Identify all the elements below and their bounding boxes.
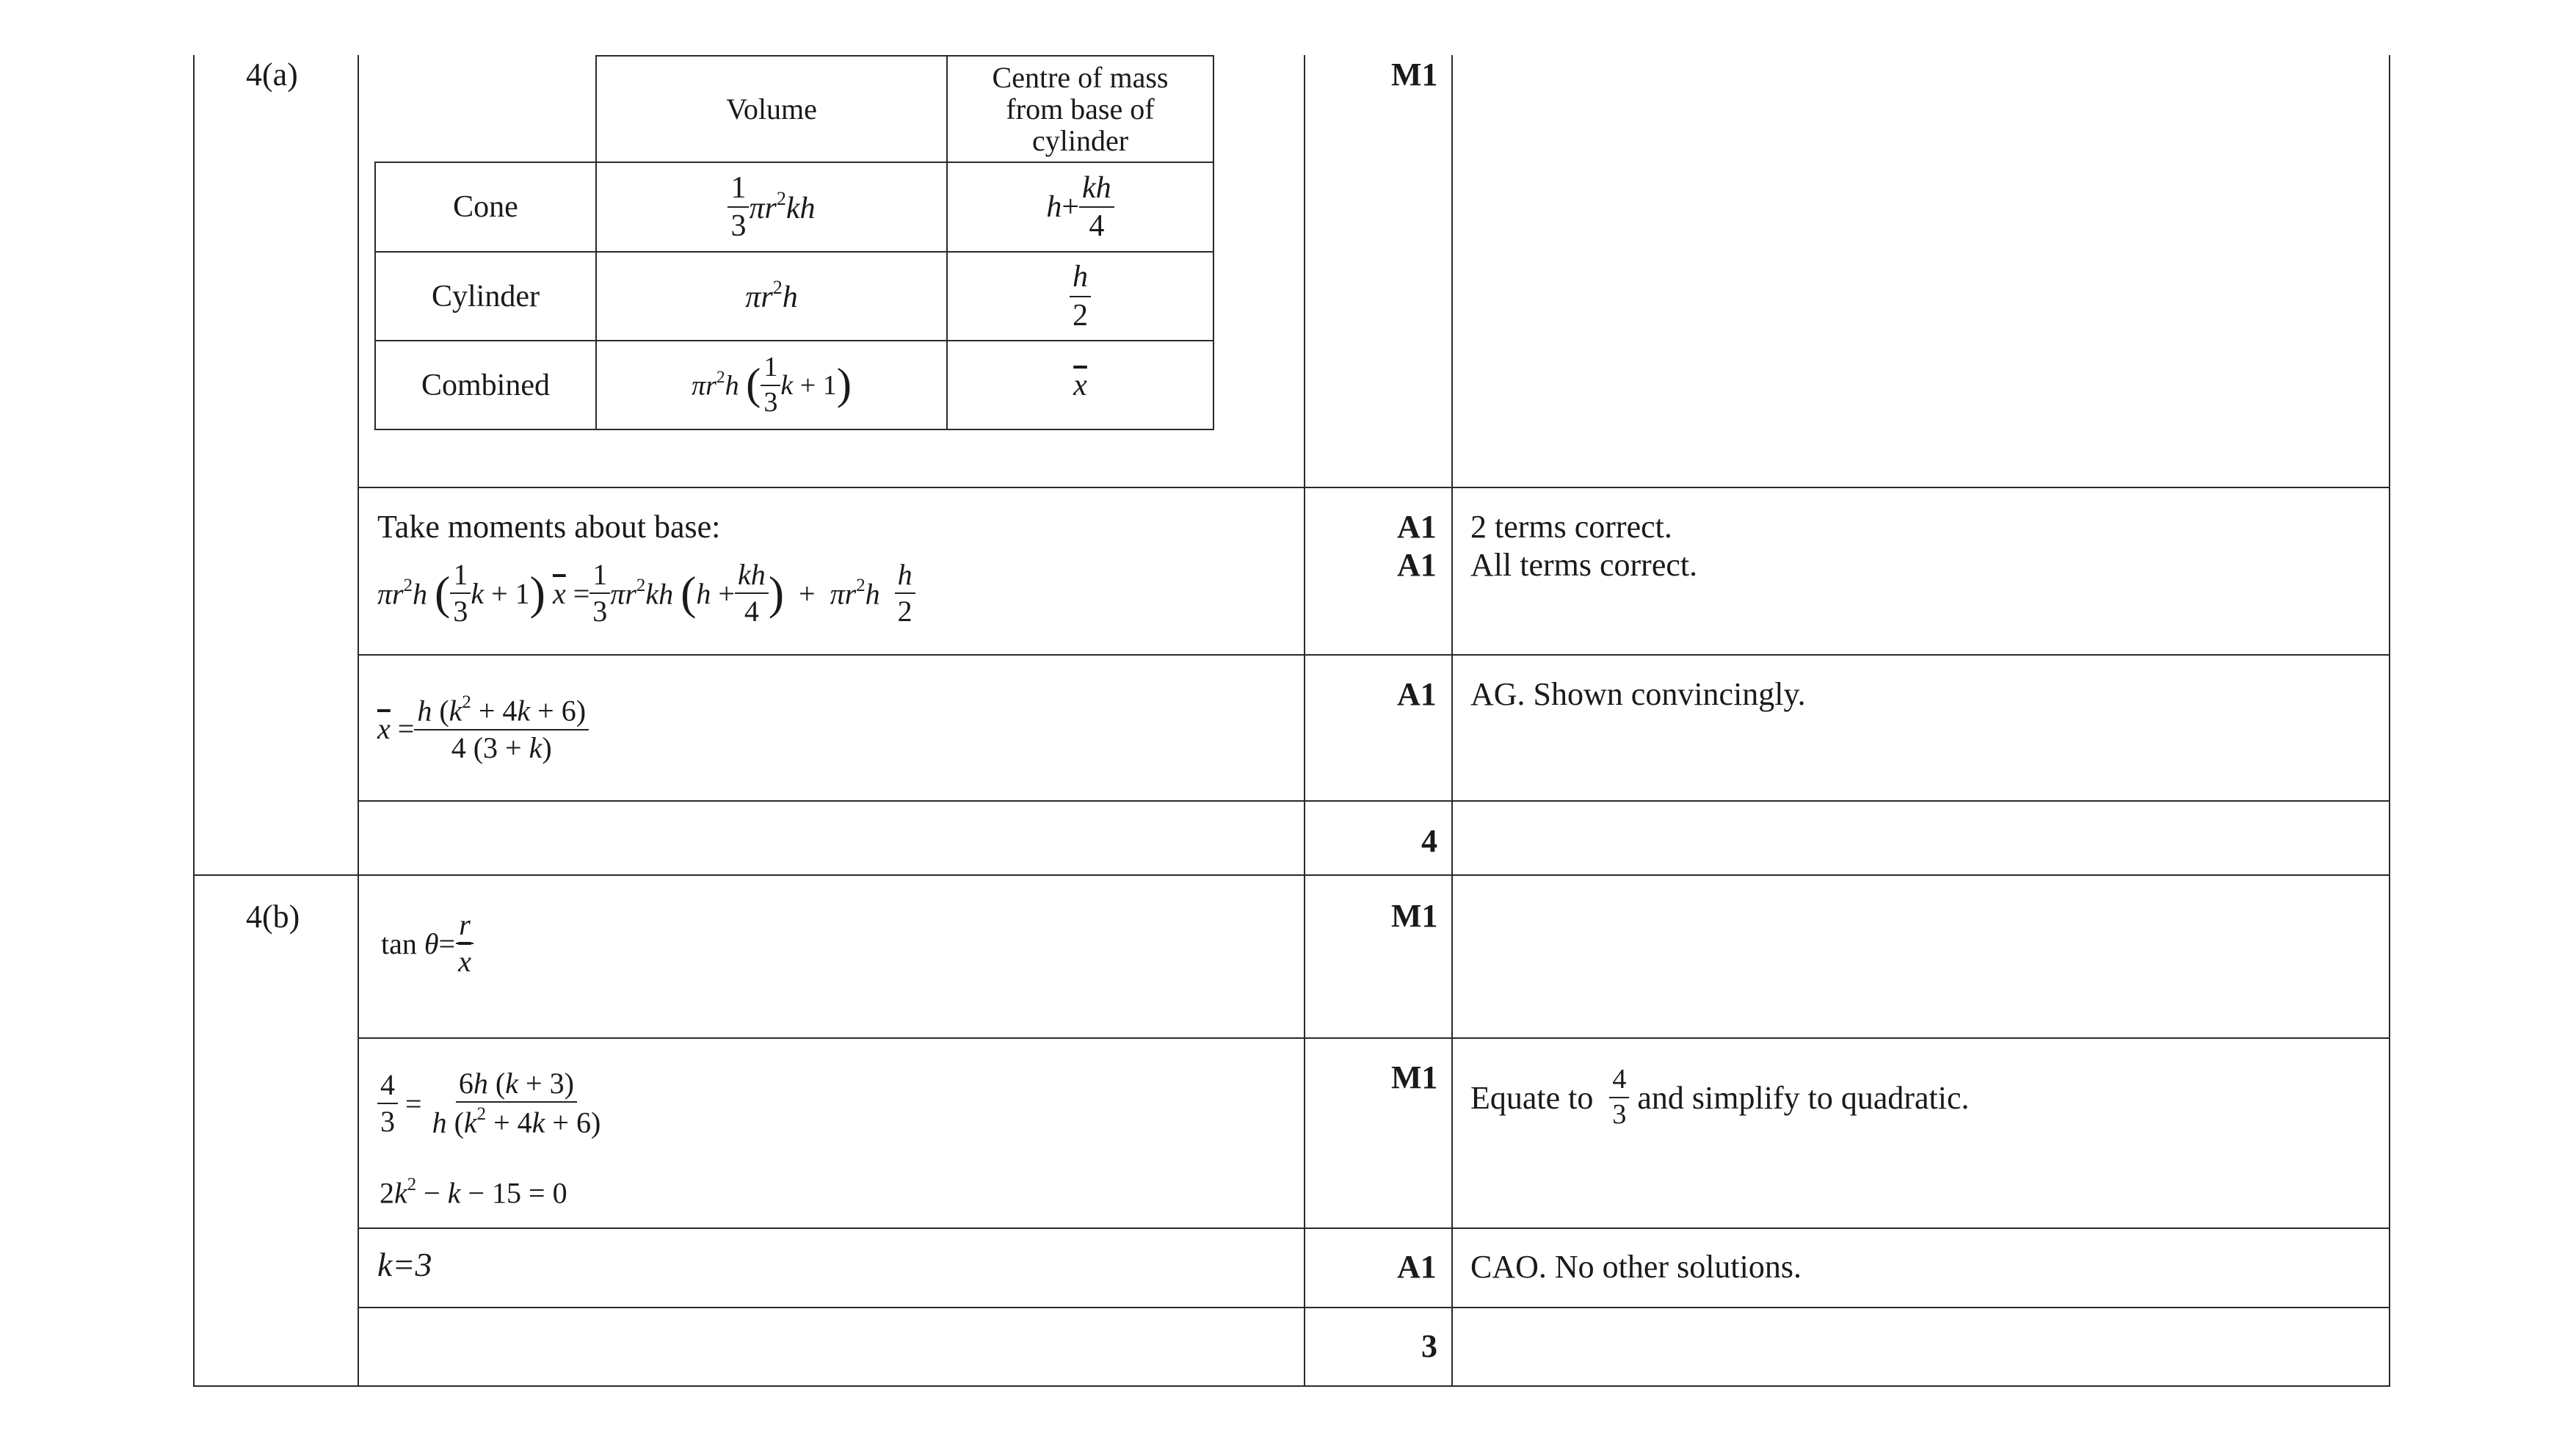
mark-a1: A1: [1397, 509, 1437, 545]
moments-intro: Take moments about base:: [377, 509, 721, 545]
mark-a1: A1: [1397, 1249, 1437, 1285]
grid-line: [358, 654, 2390, 656]
quadratic-equation: $2k^2 - k - 15 = 0$: [380, 1175, 567, 1210]
combined-centre-of-mass: $\overline{x}$: [1073, 368, 1087, 402]
fraction: $\frac{4}{3}$: [377, 1069, 398, 1138]
fraction: $\frac{1}{3}$: [728, 171, 749, 243]
fraction: $\frac{6h (k + 3)}{h (k^2 + 4k + 6)}$: [432, 1067, 601, 1139]
grid-line: [358, 1037, 2390, 1039]
row-label-text: Cylinder: [432, 279, 540, 313]
fraction: $\frac{r}{x}$: [455, 909, 474, 978]
fraction: $\frac{kh}{4}$: [1079, 171, 1114, 243]
table-line: [1213, 55, 1214, 430]
equate-equation: $\frac{4}{3}$ = $\frac{6h (k + 3)}{h (k^2 + 4k + 6)}$: [377, 1056, 603, 1151]
mark-m1: M1: [1391, 898, 1438, 934]
grid-line: [358, 1307, 2390, 1308]
table-header-volume: [597, 57, 946, 162]
total-marks-4a: 4: [1421, 823, 1437, 859]
cone-centre-of-mass: h+ $\frac{kh}{4}$: [948, 163, 1213, 251]
row-label-combined: [376, 341, 595, 429]
grid-line: [193, 1385, 2390, 1387]
cone-volume: $\frac{1}{3}$ $\pi r^2kh$: [597, 163, 946, 251]
header-line: Centre of mass: [992, 60, 1169, 94]
fraction: $\frac{1}{3}$: [450, 559, 471, 628]
fraction: $\frac{1}{3}$: [761, 352, 780, 418]
comment-text: CAO. No other solutions.: [1470, 1249, 1802, 1285]
fraction: $\frac{h (k^2 + 4k + 6)}{4 (3 + k)}$: [414, 692, 589, 764]
question-label-4a: 4(a): [246, 57, 298, 93]
table-line: [374, 429, 1214, 430]
grid-line: [2389, 55, 2390, 1387]
grid-line: [358, 800, 2390, 802]
fraction: $\frac{1}{3}$: [589, 559, 610, 628]
mark-a1: A1: [1397, 676, 1437, 712]
grid-line: [193, 874, 2390, 876]
moments-equation: $\pi r^2h$ ( $\frac{1}{3}$ k + 1 ) $\overline{x}$ = $\frac{1}{3}$ $\pi r^2kh$ ( h + $\frac{kh}{4}$ ) + $\pi r^2h$ $\frac{h}{2}$: [377, 549, 915, 637]
mark-m1: M1: [1391, 1059, 1438, 1095]
row-label-text: Cone: [453, 190, 518, 224]
comment-text: All terms correct.: [1470, 547, 1698, 583]
comment-text: 2 terms correct.: [1470, 509, 1672, 545]
header-line: from base of: [1006, 92, 1155, 126]
grid-line: [193, 55, 195, 1387]
final-answer: k=3: [377, 1246, 432, 1283]
mark-a1: A1: [1397, 547, 1437, 583]
grid-line: [358, 487, 2390, 488]
comment-equate: [1470, 1057, 1970, 1138]
question-label-4b: 4(b): [246, 899, 300, 935]
row-label-text: Combined: [421, 368, 550, 402]
fraction: $\frac{h}{2}$: [1070, 260, 1091, 332]
comment-text: and simplify to quadratic.: [1637, 1079, 1970, 1116]
header-line: cylinder: [1031, 124, 1129, 158]
row-label-cone: [376, 163, 595, 251]
cylinder-centre-of-mass: [948, 253, 1213, 340]
total-marks-4b: 3: [1421, 1328, 1437, 1364]
result-equation: $\overline{x}$ = $\frac{h (k^2 + 4k + 6)}{4 (3 + k)}$: [377, 677, 589, 780]
table-header-centre-of-mass: [948, 57, 1213, 162]
grid-line: [1451, 55, 1453, 1387]
combined-volume: $\pi r^2h$ ( $\frac{1}{3}$ k + 1 ): [692, 351, 852, 418]
fraction: $\frac{4}{3}$: [1609, 1065, 1629, 1131]
header-volume-text: Volume: [726, 92, 817, 126]
tan-equation: tan θ = $\frac{r}{x}$: [381, 907, 474, 980]
mark-m1: M1: [1391, 57, 1438, 93]
fraction: $\frac{h}{2}$: [895, 559, 915, 628]
comment-text: AG. Shown convincingly.: [1470, 676, 1806, 712]
comment-text: Equate to: [1470, 1079, 1594, 1116]
fraction: $\frac{kh}{4}$: [735, 559, 769, 628]
grid-line: [358, 1228, 2390, 1229]
row-label-cylinder: [376, 253, 595, 340]
grid-line: [1304, 55, 1305, 1387]
grid-line: [358, 55, 359, 1387]
cylinder-volume: $\pi r^2h$: [745, 277, 798, 315]
